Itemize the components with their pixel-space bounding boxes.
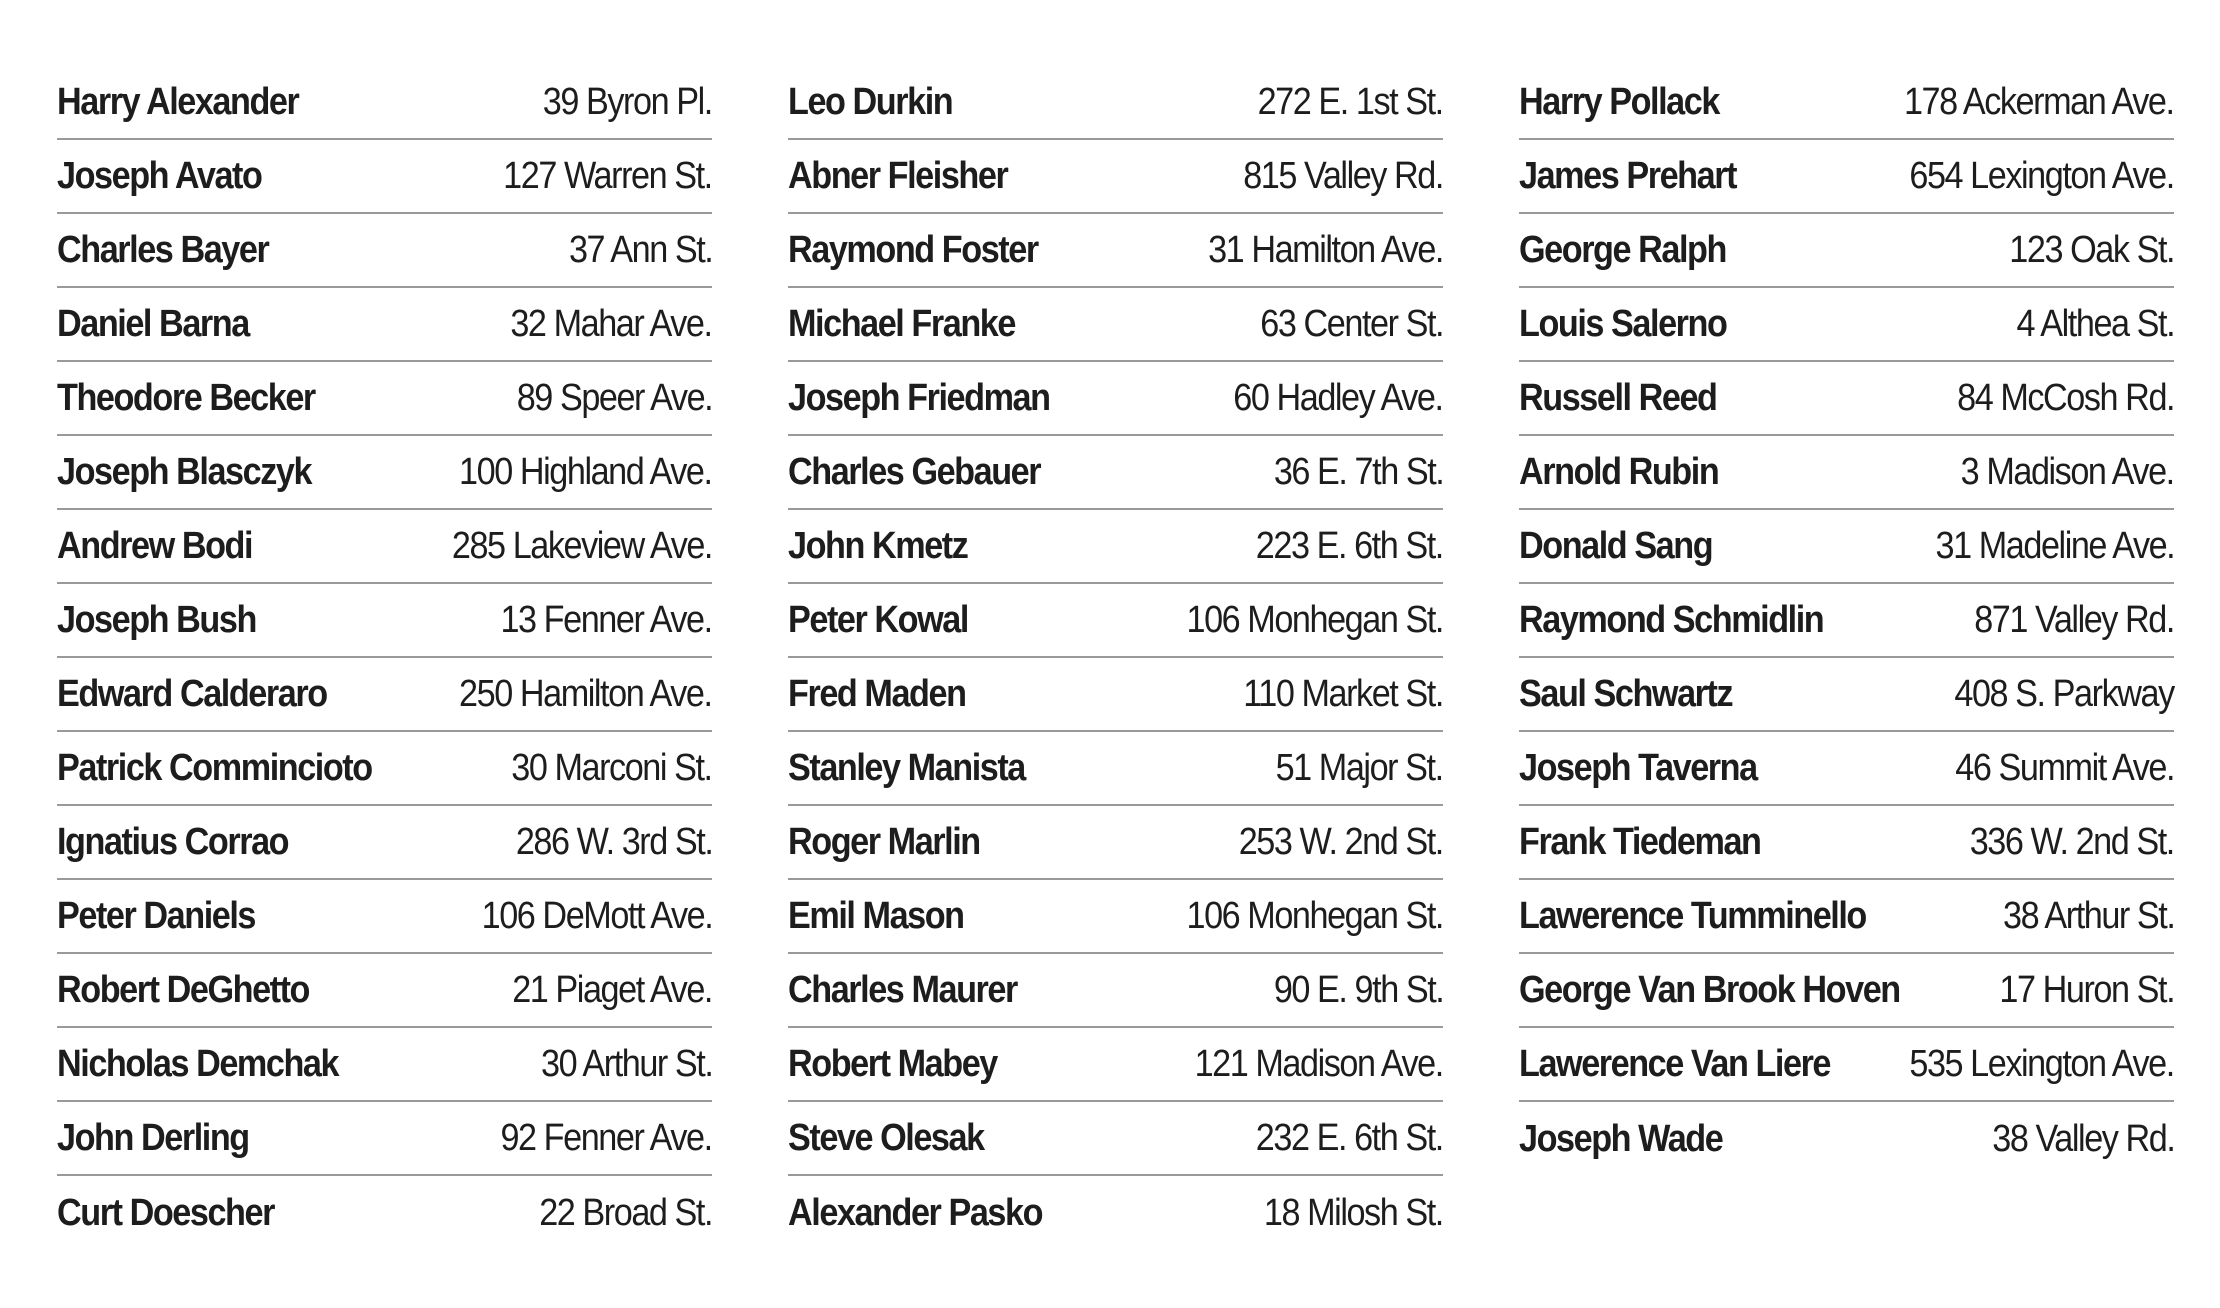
entry-address: 3 Madison Ave. <box>1960 450 2174 493</box>
entry-address: 106 DeMott Ave. <box>481 894 712 937</box>
directory-entry <box>57 510 712 584</box>
directory-entry <box>1519 140 2174 214</box>
directory-entry <box>57 658 712 732</box>
entry-address: 30 Arthur St. <box>540 1042 712 1085</box>
directory-entry <box>788 510 1443 584</box>
entry-address: 31 Hamilton Ave. <box>1208 228 1443 271</box>
entry-name: George Ralph <box>1519 228 1726 271</box>
entry-address: 13 Fenner Ave. <box>500 598 712 641</box>
entry-address: 38 Arthur St. <box>2002 894 2174 937</box>
directory-entry <box>1519 732 2174 806</box>
entry-name: Nicholas Demchak <box>57 1042 339 1085</box>
entry-address: 285 Lakeview Ave. <box>451 524 712 567</box>
directory-entry <box>788 880 1443 954</box>
entry-name: Robert DeGhetto <box>57 968 310 1011</box>
entry-address: 60 Hadley Ave. <box>1233 376 1443 419</box>
entry-address: 4 Althea St. <box>2016 302 2174 345</box>
directory-column-3 <box>1519 66 2174 1250</box>
entry-name: Joseph Blasczyk <box>57 450 312 493</box>
entry-name: Alexander Pasko <box>788 1191 1043 1234</box>
entry-address: 17 Huron St. <box>1999 968 2174 1011</box>
entry-address: 32 Mahar Ave. <box>510 302 712 345</box>
directory-column-1 <box>57 66 712 1250</box>
entry-name: John Derling <box>57 1116 249 1159</box>
entry-address: 232 E. 6th St. <box>1255 1116 1443 1159</box>
entry-name: Daniel Barna <box>57 302 249 345</box>
entry-address: 250 Hamilton Ave. <box>459 672 712 715</box>
entry-name: Charles Bayer <box>57 228 269 271</box>
entry-name: Curt Doescher <box>57 1191 274 1234</box>
directory-entry <box>1519 214 2174 288</box>
entry-address: 46 Summit Ave. <box>1955 746 2174 789</box>
directory-entry <box>57 214 712 288</box>
directory-entry <box>1519 1102 2174 1176</box>
directory-entry <box>788 1028 1443 1102</box>
entry-name: Raymond Schmidlin <box>1519 598 1824 641</box>
entry-address: 30 Marconi St. <box>511 746 712 789</box>
entry-address: 92 Fenner Ave. <box>500 1116 712 1159</box>
entry-name: Joseph Wade <box>1519 1117 1723 1160</box>
entry-name: Patrick Commincioto <box>57 746 372 789</box>
directory-entry <box>788 362 1443 436</box>
directory-entry <box>788 1102 1443 1176</box>
entry-name: Michael Franke <box>788 302 1015 345</box>
directory-entry <box>1519 954 2174 1028</box>
entry-address: 84 McCosh Rd. <box>1957 376 2174 419</box>
entry-address: 110 Market St. <box>1243 672 1443 715</box>
directory-entry <box>1519 880 2174 954</box>
directory-entry <box>1519 362 2174 436</box>
entry-address: 123 Oak St. <box>2009 228 2174 271</box>
entry-address: 223 E. 6th St. <box>1255 524 1443 567</box>
entry-name: Russell Reed <box>1519 376 1717 419</box>
entry-name: Donald Sang <box>1519 524 1713 567</box>
entry-address: 106 Monhegan St. <box>1186 894 1443 937</box>
directory-entry <box>788 1176 1443 1250</box>
entry-name: Joseph Avato <box>57 154 262 197</box>
directory-entry <box>788 732 1443 806</box>
entry-address: 22 Broad St. <box>539 1191 712 1234</box>
entry-address: 37 Ann St. <box>568 228 712 271</box>
entry-name: Lawerence Van Liere <box>1519 1042 1831 1085</box>
directory-entry <box>1519 436 2174 510</box>
entry-address: 535 Lexington Ave. <box>1909 1042 2174 1085</box>
directory-entry <box>788 806 1443 880</box>
entry-name: Peter Kowal <box>788 598 968 641</box>
entry-address: 31 Madeline Ave. <box>1935 524 2174 567</box>
entry-name: Frank Tiedeman <box>1519 820 1761 863</box>
name-address-directory <box>57 66 2174 1250</box>
entry-name: Joseph Friedman <box>788 376 1050 419</box>
entry-address: 815 Valley Rd. <box>1243 154 1443 197</box>
entry-address: 654 Lexington Ave. <box>1909 154 2174 197</box>
directory-entry <box>1519 510 2174 584</box>
directory-entry <box>1519 584 2174 658</box>
directory-entry <box>57 1028 712 1102</box>
entry-name: Charles Gebauer <box>788 450 1041 493</box>
entry-address: 63 Center St. <box>1260 302 1443 345</box>
entry-name: Stanley Manista <box>788 746 1025 789</box>
entry-address: 871 Valley Rd. <box>1974 598 2174 641</box>
entry-name: Lawerence Tumminello <box>1519 894 1866 937</box>
directory-entry <box>57 1176 712 1250</box>
entry-address: 36 E. 7th St. <box>1273 450 1443 493</box>
directory-entry <box>788 954 1443 1028</box>
entry-address: 253 W. 2nd St. <box>1238 820 1443 863</box>
entry-name: Robert Mabey <box>788 1042 997 1085</box>
directory-entry <box>788 66 1443 140</box>
directory-entry <box>1519 66 2174 140</box>
entry-address: 51 Major St. <box>1275 746 1443 789</box>
entry-address: 286 W. 3rd St. <box>515 820 712 863</box>
entry-address: 127 Warren St. <box>503 154 712 197</box>
directory-entry <box>788 214 1443 288</box>
directory-entry <box>57 362 712 436</box>
entry-name: Harry Alexander <box>57 80 299 123</box>
directory-entry <box>57 140 712 214</box>
directory-entry <box>57 1102 712 1176</box>
directory-entry <box>57 732 712 806</box>
entry-name: Fred Maden <box>788 672 966 715</box>
directory-entry <box>57 880 712 954</box>
entry-name: Louis Salerno <box>1519 302 1727 345</box>
directory-entry <box>788 288 1443 362</box>
directory-entry <box>57 806 712 880</box>
entry-name: Joseph Bush <box>57 598 256 641</box>
entry-name: Theodore Becker <box>57 376 315 419</box>
directory-entry <box>1519 806 2174 880</box>
directory-entry <box>57 66 712 140</box>
entry-address: 21 Piaget Ave. <box>512 968 712 1011</box>
entry-address: 100 Highland Ave. <box>459 450 712 493</box>
entry-name: James Prehart <box>1519 154 1737 197</box>
entry-address: 178 Ackerman Ave. <box>1904 80 2174 123</box>
entry-address: 336 W. 2nd St. <box>1969 820 2174 863</box>
entry-name: Steve Olesak <box>788 1116 984 1159</box>
entry-name: Saul Schwartz <box>1519 672 1733 715</box>
directory-entry <box>57 288 712 362</box>
entry-address: 18 Milosh St. <box>1264 1191 1443 1234</box>
entry-address: 121 Madison Ave. <box>1194 1042 1443 1085</box>
directory-entry <box>1519 288 2174 362</box>
entry-name: Peter Daniels <box>57 894 255 937</box>
directory-entry <box>788 140 1443 214</box>
entry-name: Raymond Foster <box>788 228 1038 271</box>
entry-name: Andrew Bodi <box>57 524 253 567</box>
directory-entry <box>1519 658 2174 732</box>
entry-name: Roger Marlin <box>788 820 980 863</box>
entry-address: 89 Speer Ave. <box>516 376 712 419</box>
entry-name: John Kmetz <box>788 524 968 567</box>
entry-address: 408 S. Parkway <box>1954 672 2174 715</box>
directory-entry <box>1519 1028 2174 1102</box>
entry-address: 90 E. 9th St. <box>1273 968 1443 1011</box>
entry-address: 38 Valley Rd. <box>1991 1117 2174 1160</box>
directory-column-2 <box>788 66 1443 1250</box>
entry-name: Leo Durkin <box>788 80 953 123</box>
entry-name: Arnold Rubin <box>1519 450 1719 493</box>
directory-entry <box>57 436 712 510</box>
entry-name: George Van Brook Hoven <box>1519 968 1900 1011</box>
entry-name: Harry Pollack <box>1519 80 1719 123</box>
directory-entry <box>57 954 712 1028</box>
entry-address: 106 Monhegan St. <box>1186 598 1443 641</box>
entry-name: Edward Calderaro <box>57 672 327 715</box>
entry-name: Joseph Taverna <box>1519 746 1757 789</box>
entry-name: Abner Fleisher <box>788 154 1008 197</box>
entry-name: Charles Maurer <box>788 968 1017 1011</box>
directory-entry <box>788 658 1443 732</box>
entry-address: 272 E. 1st St. <box>1257 80 1443 123</box>
entry-name: Ignatius Corrao <box>57 820 289 863</box>
directory-entry <box>788 584 1443 658</box>
entry-name: Emil Mason <box>788 894 964 937</box>
directory-entry <box>788 436 1443 510</box>
entry-address: 39 Byron Pl. <box>542 80 712 123</box>
directory-entry <box>57 584 712 658</box>
